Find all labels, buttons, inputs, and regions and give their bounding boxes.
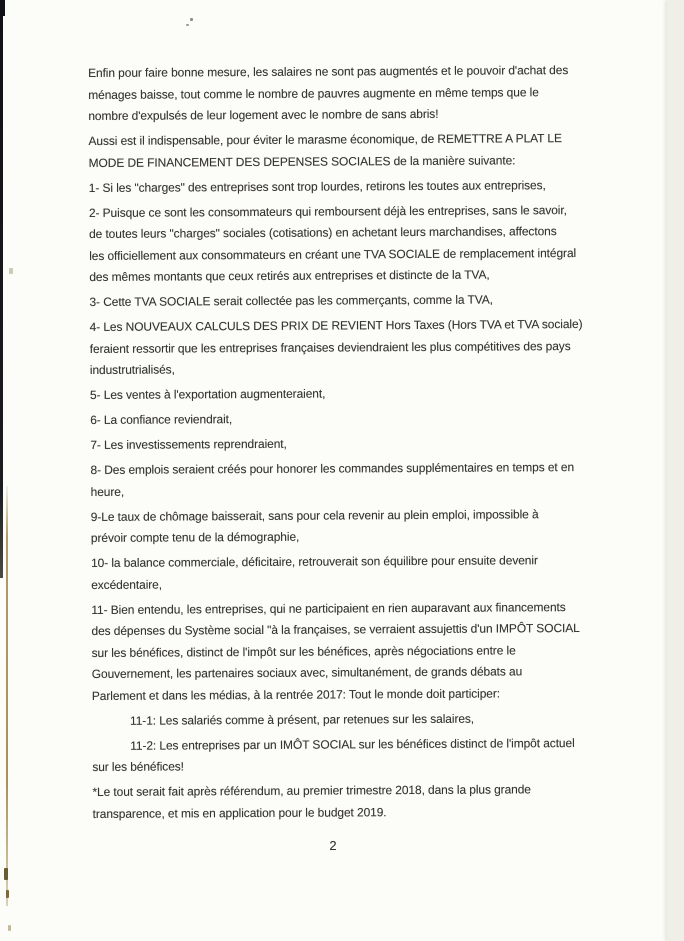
paragraph: 6- La confiance reviendrait, <box>90 412 233 427</box>
scan-left-edge-tan-line <box>6 486 8 906</box>
paragraph: 8- Des emplois seraient créés pour honorer les commandes supplémentaires en temps et en heure, <box>90 460 575 499</box>
document-text <box>88 59 684 828</box>
paragraph: 2- Puisque ce sont les consommateurs qui remboursent déjà les entreprises, sans le savoir, de toutes leurs "charges" sociales (cotisations) en achetant leurs marchandises, affectons les officiellement aux consommateurs en créant une TVA SOCIALE de remplacement intégral des mêmes montants que ceux retirés aux entreprises et distincte de la TVA, <box>88 202 577 284</box>
paragraph: 4- Les NOUVEAUX CALCULS DES PRIX DE REVIENT Hors Taxes (Hors TVA et TVA sociale) feraient ressortir que les entreprises françaises deviendraient les plus compétitives des pays industrutrialisés, <box>89 316 583 377</box>
paragraph: 11-1: Les salariés comme à présent, par retenues sur les salaires, <box>129 711 475 728</box>
scan-speck <box>190 18 193 21</box>
scan-top-left-corner-mark <box>0 0 5 16</box>
paragraph: 11-2: Les entreprises par un IMÔT SOCIAL sur les bénéfices distinct de l'impôt actuel sur les bénéfices! <box>92 735 575 774</box>
paragraph: 9-Le taux de chômage baisserait, sans pour cela revenir au plein emploi, impossible à prévoir compte tenu de la démographie, <box>90 506 539 545</box>
scan-speck <box>4 868 8 880</box>
paragraph: Enfin pour faire bonne mesure, les salaires ne sont pas augmentés et le pouvoir d'achat des ménages baisse, tout comme le nombre de pauvres augmente en même temps que le nombre d'expulsés de leur logement avec le nombre de sans abris! <box>88 63 569 123</box>
scan-speck <box>8 925 11 931</box>
paragraph: Aussi est il indispensable, pour éviter le marasme économique, de REMETTRE A PLAT LE MODE DE FINANCEMENT DES DEPENSES SOCIALES de la manière suivante: <box>88 131 562 170</box>
scan-speck <box>6 890 9 898</box>
page-number: 2 <box>329 838 337 853</box>
paragraph: *Le tout serait fait après référendum, au premier trimestre 2018, dans la plus grande transparence, et mis en application pour le budget 2019. <box>92 782 531 821</box>
paragraph: 1- Si les "charges" des entreprises sont trop lourdes, retirons les toutes aux entreprises, <box>88 177 546 195</box>
paragraph: 7- Les investissements reprendraient, <box>90 436 287 452</box>
scan-speck <box>9 268 13 274</box>
paragraph: 3- Cette TVA SOCIALE serait collectée pas les commerçants, comme la TVA, <box>89 292 493 309</box>
paragraph: 5- Les ventes à l'exportation augmenteraient, <box>89 386 326 402</box>
paragraph: 10- la balance commerciale, déficitaire, retrouverait son équilibre pour ensuite devenir excédentaire, <box>91 553 538 592</box>
scan-speck <box>186 24 189 26</box>
scan-left-edge-black-line <box>0 0 3 578</box>
paragraph: 11- Bien entendu, les entreprises, qui ne participaient en rien auparavant aux financements des dépenses du Système social "à la françaises, se verraient assujettis d'un IMPÔT SOCIAL sur les bénéfices, distinct de l'impôt sur les bénéfices, après négociations entre le Gouvernement, les partenaires sociaux avec, simultanément, de grands débats au Parlement et dans les médias, à la rentrée 2017: Tout le monde doit participer: <box>91 599 580 703</box>
